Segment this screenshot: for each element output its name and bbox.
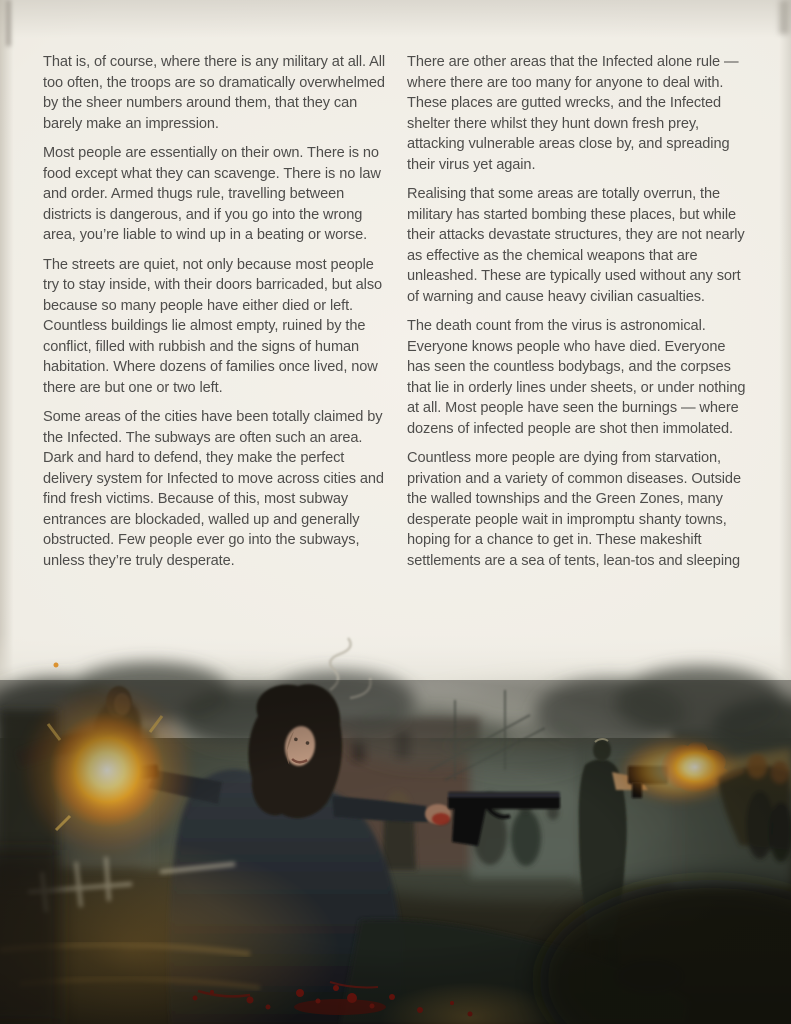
scan-mark-top-left [6, 0, 11, 46]
paragraph: Some areas of the cities have been totally claimed by the Infected. The subways are often such an area. Dark and hard to defend, they make the perfect delivery system for Infected to move across cities and find fresh victims. Because of this, most subway entrances are blockaded, walled up and generally obstructed. Few people ever go into the subways, unless they’re truly desperate. [43, 409, 384, 569]
ember-dot [54, 663, 59, 668]
paragraph: There are other areas that the Infected alone rule — where there are too many for anyone to deal with. These places are gutted wrecks, and the Infected shelter there whilst they hunt down fresh prey, attacking vulnerable areas close by, and spreading their virus yet again. [407, 54, 739, 173]
illustration-gunfight-scene [0, 620, 791, 1024]
paragraph: Realising that some areas are totally overrun, the military has started bombing these places, but while their attacks devastate structures, they are not nearly as effective as the chemical weapons that are unleashed. These are typically used without any sort of warning and cause heavy civilian casualties. [407, 186, 745, 305]
text-column-left [43, 52, 388, 580]
body-text [43, 52, 752, 580]
vignette [0, 680, 791, 1024]
paragraph: Countless more people are dying from starvation, privation and a variety of common diseases. Outside the walled townships and the Green Zones, many desperate people wait in impromptu shanty towns, hoping for a chance to get in. These makeshift settlements are a sea of tents, lean-tos and sleeping [407, 450, 741, 569]
scan-mark-top-right [779, 0, 789, 34]
paragraph: Most people are essentially on their own. There is no food except what they can scavenge. There is no law and order. Armed thugs rule, travelling between districts is dangerous, and if you go into the wrong area, you’re liable to wind up in a beating or worse. [43, 145, 381, 243]
paragraph: The death count from the virus is astronomical. Everyone knows people who have died. Everyone has seen the countless bodybags, and the corpses that lie in orderly lines under sheets, or under nothing at all. Most people have seen the burnings — where dozens of infected people are shot then immolated. [407, 318, 746, 437]
paragraph: The streets are quiet, not only because most people try to stay inside, with their doors barricaded, but also because so many people have either died or left. Countless buildings lie almost empty, ruined by the conflict, filled with rubbish and the signs of human habitation. Where dozens of families once lived, now there are but one or two left. [43, 256, 383, 396]
text-column-right [407, 52, 752, 580]
paragraph: That is, of course, where there is any military at all. All too often, the troops are so dramatically overwhelmed by the sheer numbers around them, that they can barely make an impression. [43, 54, 386, 132]
